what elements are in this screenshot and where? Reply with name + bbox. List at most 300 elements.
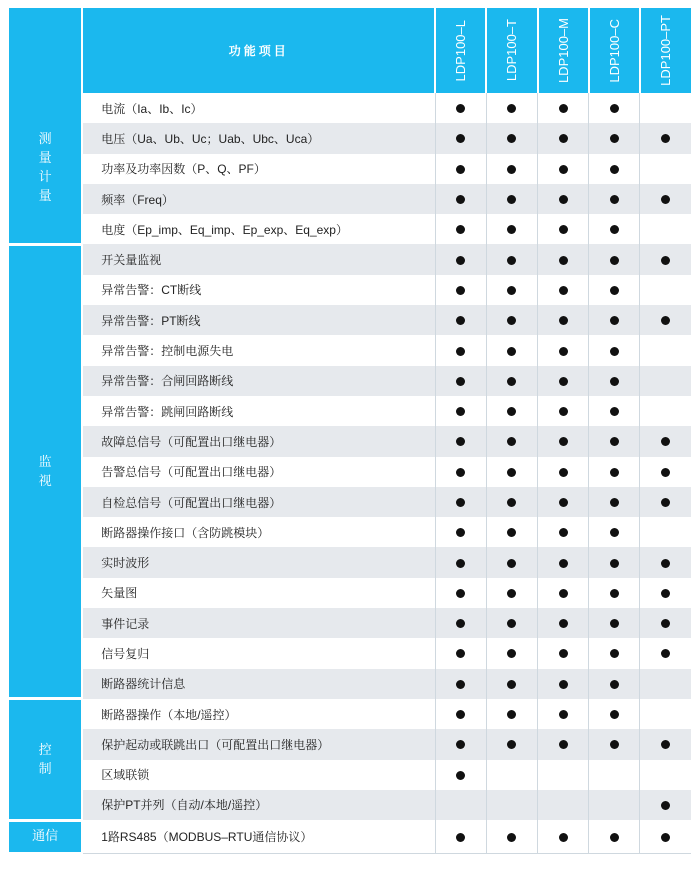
- supported-dot-icon: [507, 833, 516, 842]
- support-cell: [640, 123, 691, 153]
- support-cell: [435, 820, 486, 853]
- support-cell: [538, 487, 589, 517]
- support-cell: [640, 396, 691, 426]
- category-label: 监视: [38, 454, 52, 489]
- support-cell: [538, 608, 589, 638]
- header-model-cell: [538, 8, 589, 93]
- feature-label: 保护PT并列（自动/本地/遥控）: [82, 790, 435, 820]
- supported-dot-icon: [559, 286, 568, 295]
- supported-dot-icon: [456, 316, 465, 325]
- header-model-cell: [486, 8, 537, 93]
- supported-dot-icon: [456, 710, 465, 719]
- feature-label: 异常告警：控制电源失电: [82, 335, 435, 365]
- supported-dot-icon: [661, 833, 670, 842]
- table-row: [9, 699, 691, 729]
- supported-dot-icon: [610, 377, 619, 386]
- supported-dot-icon: [456, 498, 465, 507]
- supported-dot-icon: [507, 195, 516, 204]
- supported-dot-icon: [559, 468, 568, 477]
- feature-label: 断路器操作接口（含防跳模块）: [82, 517, 435, 547]
- supported-dot-icon: [559, 134, 568, 143]
- supported-dot-icon: [559, 619, 568, 628]
- support-cell: [589, 729, 640, 759]
- support-cell: [640, 608, 691, 638]
- support-cell: [486, 547, 537, 577]
- table-row: [9, 214, 691, 244]
- support-cell: [640, 93, 691, 123]
- support-cell: [589, 820, 640, 853]
- supported-dot-icon: [610, 134, 619, 143]
- supported-dot-icon: [559, 256, 568, 265]
- supported-dot-icon: [559, 165, 568, 174]
- table-row: [9, 93, 691, 123]
- support-cell: [538, 760, 589, 790]
- supported-dot-icon: [610, 468, 619, 477]
- supported-dot-icon: [456, 286, 465, 295]
- table-row: [9, 669, 691, 699]
- supported-dot-icon: [610, 680, 619, 689]
- supported-dot-icon: [507, 225, 516, 234]
- table-row: [9, 154, 691, 184]
- support-cell: [589, 396, 640, 426]
- header-model-cell: [435, 8, 486, 93]
- header-feature-label: 功能项目: [82, 8, 435, 93]
- supported-dot-icon: [610, 559, 619, 568]
- support-cell: [435, 335, 486, 365]
- table-row: [9, 244, 691, 274]
- feature-label: 异常告警：合闸回路断线: [82, 366, 435, 396]
- support-cell: [486, 729, 537, 759]
- supported-dot-icon: [661, 256, 670, 265]
- support-cell: [640, 487, 691, 517]
- support-cell: [486, 184, 537, 214]
- supported-dot-icon: [456, 437, 465, 446]
- feature-label: 异常告警：PT断线: [82, 305, 435, 335]
- supported-dot-icon: [456, 407, 465, 416]
- support-cell: [486, 244, 537, 274]
- support-cell: [589, 608, 640, 638]
- support-cell: [640, 214, 691, 244]
- support-cell: [589, 275, 640, 305]
- supported-dot-icon: [456, 649, 465, 658]
- feature-label: 异常告警：跳闸回路断线: [82, 396, 435, 426]
- supported-dot-icon: [456, 195, 465, 204]
- supported-dot-icon: [456, 134, 465, 143]
- support-cell: [538, 184, 589, 214]
- support-cell: [435, 396, 486, 426]
- support-cell: [538, 305, 589, 335]
- supported-dot-icon: [456, 528, 465, 537]
- support-cell: [486, 638, 537, 668]
- support-cell: [538, 366, 589, 396]
- supported-dot-icon: [507, 528, 516, 537]
- supported-dot-icon: [507, 286, 516, 295]
- supported-dot-icon: [610, 833, 619, 842]
- supported-dot-icon: [610, 286, 619, 295]
- header-model-cell: [640, 8, 691, 93]
- supported-dot-icon: [507, 316, 516, 325]
- category-cell: [9, 244, 82, 698]
- supported-dot-icon: [507, 134, 516, 143]
- header-model-cell: [589, 8, 640, 93]
- table-row: [9, 608, 691, 638]
- supported-dot-icon: [507, 377, 516, 386]
- table-row: [9, 578, 691, 608]
- supported-dot-icon: [559, 833, 568, 842]
- support-cell: [589, 123, 640, 153]
- supported-dot-icon: [559, 316, 568, 325]
- supported-dot-icon: [456, 589, 465, 598]
- supported-dot-icon: [456, 680, 465, 689]
- supported-dot-icon: [507, 680, 516, 689]
- supported-dot-icon: [456, 377, 465, 386]
- support-cell: [640, 305, 691, 335]
- table-row: [9, 396, 691, 426]
- support-cell: [538, 729, 589, 759]
- support-cell: [640, 517, 691, 547]
- support-cell: [589, 244, 640, 274]
- support-cell: [486, 275, 537, 305]
- feature-label: 事件记录: [82, 608, 435, 638]
- supported-dot-icon: [456, 833, 465, 842]
- supported-dot-icon: [610, 710, 619, 719]
- support-cell: [589, 638, 640, 668]
- table-row: [9, 790, 691, 820]
- support-cell: [435, 214, 486, 244]
- support-cell: [435, 305, 486, 335]
- category-label: 测量计量: [38, 131, 52, 204]
- table-row: [9, 335, 691, 365]
- support-cell: [589, 335, 640, 365]
- support-cell: [486, 123, 537, 153]
- support-cell: [435, 547, 486, 577]
- support-cell: [486, 214, 537, 244]
- support-cell: [538, 699, 589, 729]
- supported-dot-icon: [661, 649, 670, 658]
- support-cell: [538, 669, 589, 699]
- supported-dot-icon: [661, 559, 670, 568]
- supported-dot-icon: [610, 316, 619, 325]
- support-cell: [486, 790, 537, 820]
- support-cell: [589, 517, 640, 547]
- supported-dot-icon: [610, 347, 619, 356]
- supported-dot-icon: [610, 225, 619, 234]
- support-cell: [538, 547, 589, 577]
- supported-dot-icon: [507, 407, 516, 416]
- feature-label: 实时波形: [82, 547, 435, 577]
- model-label: LDP100–M: [555, 17, 571, 84]
- supported-dot-icon: [507, 589, 516, 598]
- support-cell: [538, 154, 589, 184]
- category-label: 控制: [38, 742, 52, 777]
- feature-label: 功率及功率因数（P、Q、PF）: [82, 154, 435, 184]
- support-cell: [538, 638, 589, 668]
- support-cell: [435, 184, 486, 214]
- support-cell: [435, 517, 486, 547]
- model-label: LDP100–PT: [658, 15, 674, 86]
- support-cell: [435, 154, 486, 184]
- support-cell: [538, 820, 589, 853]
- support-cell: [538, 335, 589, 365]
- support-cell: [640, 760, 691, 790]
- supported-dot-icon: [559, 589, 568, 598]
- feature-label: 电压（Ua、Ub、Uc；Uab、Ubc、Uca）: [82, 123, 435, 153]
- support-cell: [640, 578, 691, 608]
- category-cell: [9, 820, 82, 853]
- support-cell: [538, 396, 589, 426]
- supported-dot-icon: [507, 649, 516, 658]
- supported-dot-icon: [507, 256, 516, 265]
- support-cell: [435, 669, 486, 699]
- supported-dot-icon: [610, 649, 619, 658]
- support-cell: [435, 760, 486, 790]
- supported-dot-icon: [507, 740, 516, 749]
- feature-matrix: [9, 8, 691, 855]
- supported-dot-icon: [661, 740, 670, 749]
- support-cell: [486, 699, 537, 729]
- supported-dot-icon: [456, 559, 465, 568]
- support-cell: [640, 547, 691, 577]
- support-cell: [640, 699, 691, 729]
- feature-label: 异常告警：CT断线: [82, 275, 435, 305]
- support-cell: [486, 608, 537, 638]
- table-row: [9, 123, 691, 153]
- table-row: [9, 760, 691, 790]
- support-cell: [486, 578, 537, 608]
- supported-dot-icon: [559, 649, 568, 658]
- support-cell: [640, 820, 691, 853]
- model-label: LDP100–T: [504, 19, 520, 82]
- supported-dot-icon: [559, 347, 568, 356]
- support-cell: [640, 669, 691, 699]
- support-cell: [589, 487, 640, 517]
- support-cell: [589, 578, 640, 608]
- support-cell: [435, 366, 486, 396]
- support-cell: [538, 93, 589, 123]
- support-cell: [589, 305, 640, 335]
- supported-dot-icon: [610, 256, 619, 265]
- supported-dot-icon: [610, 104, 619, 113]
- support-cell: [435, 608, 486, 638]
- table-row: [9, 184, 691, 214]
- support-cell: [589, 426, 640, 456]
- support-cell: [435, 457, 486, 487]
- supported-dot-icon: [559, 710, 568, 719]
- supported-dot-icon: [661, 498, 670, 507]
- support-cell: [435, 244, 486, 274]
- support-cell: [589, 154, 640, 184]
- supported-dot-icon: [559, 437, 568, 446]
- support-cell: [589, 790, 640, 820]
- support-cell: [435, 729, 486, 759]
- table-row: [9, 366, 691, 396]
- feature-label: 故障总信号（可配置出口继电器）: [82, 426, 435, 456]
- support-cell: [640, 154, 691, 184]
- table-body: [9, 93, 691, 853]
- supported-dot-icon: [507, 559, 516, 568]
- support-cell: [486, 457, 537, 487]
- supported-dot-icon: [610, 437, 619, 446]
- table-row: [9, 275, 691, 305]
- support-cell: [435, 426, 486, 456]
- support-cell: [538, 457, 589, 487]
- support-cell: [486, 820, 537, 853]
- feature-label: 电流（Ia、Ib、Ic）: [82, 93, 435, 123]
- support-cell: [589, 184, 640, 214]
- supported-dot-icon: [456, 619, 465, 628]
- supported-dot-icon: [610, 619, 619, 628]
- header-row: [9, 8, 691, 93]
- support-cell: [589, 699, 640, 729]
- supported-dot-icon: [559, 104, 568, 113]
- support-cell: [435, 93, 486, 123]
- support-cell: [435, 578, 486, 608]
- support-cell: [486, 335, 537, 365]
- supported-dot-icon: [610, 195, 619, 204]
- support-cell: [640, 790, 691, 820]
- supported-dot-icon: [559, 498, 568, 507]
- support-cell: [435, 638, 486, 668]
- table-row: [9, 547, 691, 577]
- supported-dot-icon: [610, 407, 619, 416]
- support-cell: [589, 547, 640, 577]
- feature-label: 开关量监视: [82, 244, 435, 274]
- supported-dot-icon: [559, 377, 568, 386]
- support-cell: [486, 760, 537, 790]
- support-cell: [640, 729, 691, 759]
- supported-dot-icon: [559, 195, 568, 204]
- support-cell: [435, 487, 486, 517]
- table-row: [9, 305, 691, 335]
- support-cell: [640, 366, 691, 396]
- feature-label: 1路RS485（MODBUS–RTU通信协议）: [82, 820, 435, 853]
- table-row: [9, 729, 691, 759]
- support-cell: [640, 426, 691, 456]
- support-cell: [589, 214, 640, 244]
- supported-dot-icon: [610, 498, 619, 507]
- model-label: LDP100–L: [453, 19, 469, 82]
- feature-label: 自检总信号（可配置出口继电器）: [82, 487, 435, 517]
- feature-table: [9, 8, 691, 855]
- support-cell: [640, 184, 691, 214]
- supported-dot-icon: [610, 589, 619, 598]
- supported-dot-icon: [661, 437, 670, 446]
- supported-dot-icon: [456, 104, 465, 113]
- support-cell: [435, 123, 486, 153]
- supported-dot-icon: [661, 468, 670, 477]
- supported-dot-icon: [507, 468, 516, 477]
- supported-dot-icon: [559, 740, 568, 749]
- supported-dot-icon: [610, 165, 619, 174]
- support-cell: [486, 517, 537, 547]
- feature-label: 信号复归: [82, 638, 435, 668]
- supported-dot-icon: [559, 680, 568, 689]
- supported-dot-icon: [456, 165, 465, 174]
- support-cell: [640, 244, 691, 274]
- supported-dot-icon: [559, 528, 568, 537]
- support-cell: [486, 426, 537, 456]
- support-cell: [486, 154, 537, 184]
- support-cell: [589, 669, 640, 699]
- feature-label: 断路器操作（本地/遥控）: [82, 699, 435, 729]
- table-row: [9, 487, 691, 517]
- supported-dot-icon: [507, 498, 516, 507]
- supported-dot-icon: [559, 225, 568, 234]
- supported-dot-icon: [661, 619, 670, 628]
- support-cell: [486, 305, 537, 335]
- table-row: [9, 457, 691, 487]
- feature-label: 电度（Ep_imp、Eq_imp、Ep_exp、Eq_exp）: [82, 214, 435, 244]
- supported-dot-icon: [456, 740, 465, 749]
- support-cell: [589, 457, 640, 487]
- supported-dot-icon: [507, 104, 516, 113]
- table-row: [9, 638, 691, 668]
- support-cell: [640, 457, 691, 487]
- supported-dot-icon: [456, 256, 465, 265]
- supported-dot-icon: [456, 771, 465, 780]
- support-cell: [589, 93, 640, 123]
- feature-label: 频率（Freq）: [82, 184, 435, 214]
- support-cell: [486, 93, 537, 123]
- table-row: [9, 426, 691, 456]
- supported-dot-icon: [507, 437, 516, 446]
- support-cell: [486, 669, 537, 699]
- support-cell: [538, 426, 589, 456]
- supported-dot-icon: [661, 589, 670, 598]
- supported-dot-icon: [610, 740, 619, 749]
- support-cell: [538, 244, 589, 274]
- supported-dot-icon: [661, 316, 670, 325]
- support-cell: [435, 275, 486, 305]
- supported-dot-icon: [661, 801, 670, 810]
- model-label: LDP100–C: [606, 18, 622, 83]
- support-cell: [538, 123, 589, 153]
- support-cell: [538, 790, 589, 820]
- support-cell: [538, 214, 589, 244]
- table-row: [9, 820, 691, 853]
- supported-dot-icon: [507, 165, 516, 174]
- support-cell: [538, 517, 589, 547]
- feature-label: 保护起动或联跳出口（可配置出口继电器）: [82, 729, 435, 759]
- support-cell: [486, 487, 537, 517]
- supported-dot-icon: [661, 134, 670, 143]
- support-cell: [589, 760, 640, 790]
- support-cell: [538, 578, 589, 608]
- header-category-cell: [9, 8, 82, 93]
- supported-dot-icon: [507, 710, 516, 719]
- supported-dot-icon: [456, 347, 465, 356]
- support-cell: [486, 366, 537, 396]
- support-cell: [640, 638, 691, 668]
- supported-dot-icon: [456, 468, 465, 477]
- category-cell: [9, 93, 82, 244]
- support-cell: [538, 275, 589, 305]
- support-cell: [486, 396, 537, 426]
- support-cell: [640, 335, 691, 365]
- feature-label: 矢量图: [82, 578, 435, 608]
- support-cell: [640, 275, 691, 305]
- supported-dot-icon: [507, 347, 516, 356]
- supported-dot-icon: [610, 528, 619, 537]
- supported-dot-icon: [456, 225, 465, 234]
- category-cell: [9, 699, 82, 820]
- supported-dot-icon: [507, 619, 516, 628]
- feature-label: 区域联锁: [82, 760, 435, 790]
- supported-dot-icon: [559, 559, 568, 568]
- support-cell: [435, 699, 486, 729]
- supported-dot-icon: [559, 407, 568, 416]
- category-label: 通信: [32, 829, 59, 845]
